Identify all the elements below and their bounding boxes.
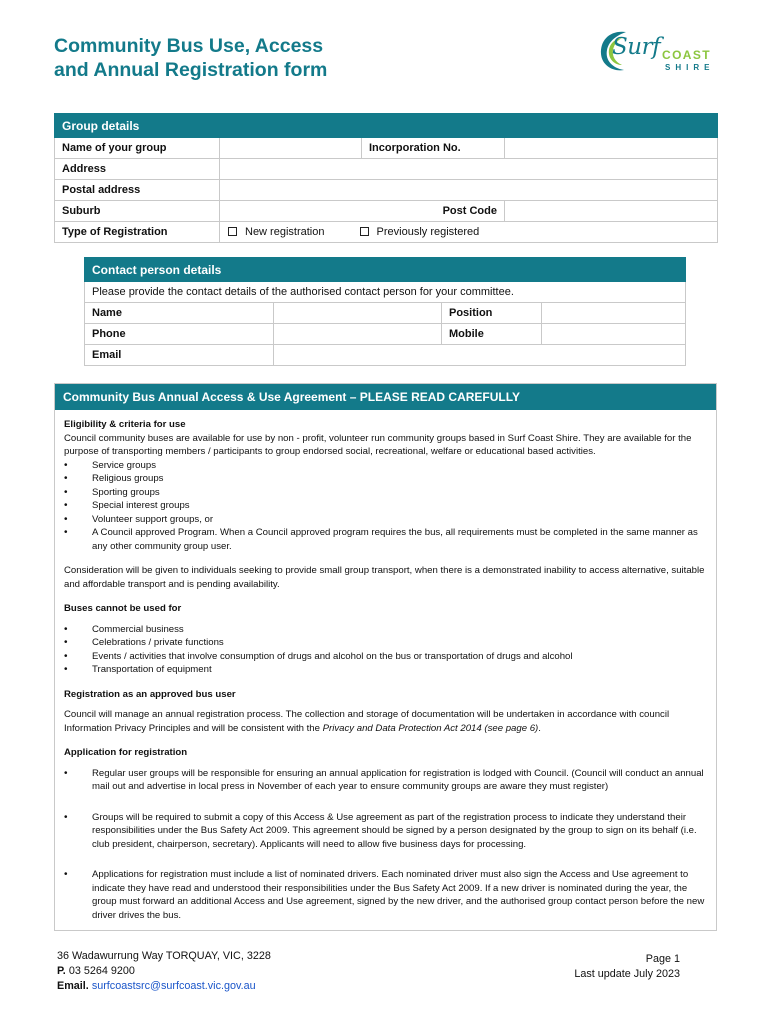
registration-text [64,708,706,735]
list-item: • Sporting groups [64,486,706,500]
phone-field[interactable] [274,324,442,345]
address-label: Address [55,159,220,180]
group-name-field[interactable] [220,138,362,159]
contact-name-field[interactable] [274,303,442,324]
application-heading: Application for registration [64,747,188,758]
contact-name-label: Name [85,303,274,324]
logo-word-coast: COAST [662,48,711,62]
position-field[interactable] [542,303,686,324]
list-item: • Religious groups [64,472,706,486]
suburb-label: Suburb [55,201,220,222]
last-update: Last update July 2023 [574,968,680,980]
mobile-label: Mobile [442,324,542,345]
list-item: • Service groups [64,459,706,473]
new-registration-option[interactable] [228,226,324,238]
registration-type-label: Type of Registration [55,222,220,243]
mobile-field[interactable] [542,324,686,345]
phone-label: Phone [85,324,274,345]
footer-phone-line [57,964,271,979]
privacy-act-reference: Privacy and Data Protection Act 2014 (see page 6) [322,722,539,734]
agreement-header: Community Bus Annual Access & Use Agreement – PLEASE READ CAREFULLY [55,384,716,410]
new-registration-label: New registration [245,226,325,238]
position-label: Position [442,303,542,324]
eligibility-heading: Eligibility & criteria for use [64,419,186,430]
consideration-text: Consideration will be given to individuals seeking to provide small group transport, when there is a demonstrated inability to access alternative, suitable and affordable transport and is pending availability. [64,565,705,590]
postcode-field[interactable] [505,201,718,222]
group-details-header: Group details [55,114,718,138]
postal-address-label: Postal address [55,180,220,201]
agreement-body [55,410,716,922]
page-number: Page 1 [645,953,680,965]
footer-phone: 03 5264 9200 [68,965,135,977]
cannot-list [64,623,706,677]
checkbox-icon[interactable] [228,227,237,236]
incorporation-field[interactable] [505,138,718,159]
suburb-field[interactable] [220,201,505,222]
list-item: • Regular user groups will be responsible for ensuring an annual application for registration is lodged with Council. (Council will conduct an annual mail out and advertise in local press in November of each year to ensure community groups are aware they must register) [64,767,706,794]
previously-registered-label: Previously registered [376,226,480,238]
list-item: • Special interest groups [64,499,706,513]
contact-intro: Please provide the contact details of the authorised contact person for your committee. [85,282,686,303]
page-title-line2: and Annual Registration form [54,59,328,81]
list-item: • Applications for registration must include a list of nominated drivers. Each nominated driver must also sign the Access and Use agreement to indicate they have read and understood their responsibilities under the Bus Safety Act 2009. If a new driver is nominated during the year, the group must forward an additional Access and Use agreement, signed by the new driver, and the authorised group contact person before the new driver drives the bus. [64,868,706,922]
page-title-line1: Community Bus Use, Access [54,35,324,57]
logo-word-surf: Surf [612,34,661,60]
registration-heading: Registration as an approved bus user [64,688,236,700]
list-item: • Celebrations / private functions [64,636,706,650]
footer-email-prefix: Email. [57,980,89,992]
list-item: • A Council approved Program. When a Council approved program requires the bus, all requirements must be completed in the same manner as any other community group user. [64,526,706,553]
list-item: • Transportation of equipment [64,663,706,677]
checkbox-icon[interactable] [360,227,369,236]
page-title [54,34,327,82]
registration-type-options [220,222,718,243]
email-field[interactable] [274,345,686,366]
logo-word-shire: SHIRE [665,63,715,72]
registration-text-end: . [538,722,541,734]
previously-registered-option[interactable] [360,226,480,238]
footer-page-info [540,952,680,982]
cannot-heading: Buses cannot be used for [64,603,182,614]
list-item: • Events / activities that involve consumption of drugs and alcohol on the bus or transportation of drugs and alcohol [64,650,706,664]
email-label: Email [85,345,274,366]
footer-address: 36 Wadawurrung Way TORQUAY, VIC, 3228 [57,950,271,962]
spacer [64,794,706,811]
footer-phone-prefix: P. [57,965,66,977]
application-list [64,767,706,923]
footer-email-line [57,979,271,994]
contact-details-header: Contact person details [85,258,686,282]
group-details-table [54,113,718,243]
address-field[interactable] [220,159,718,180]
incorporation-label: Incorporation No. [362,138,505,159]
group-name-label: Name of your group [55,138,220,159]
list-item: • Volunteer support groups, or [64,513,706,527]
agreement-section [54,383,717,931]
list-item: • Groups will be required to submit a copy of this Access & Use agreement as part of the registration process to indicate they understand their responsibilities under the Bus Safety Act 2009. This agreement should be signed by a person designated by the group to sign on its behalf (i.e. club president, chairperson, secretary). Applicants will need to allow five business days for processing. [64,811,706,852]
surf-coast-shire-logo [596,26,722,76]
spacer [64,851,706,868]
contact-details-table [84,257,686,366]
eligibility-list [64,459,706,554]
list-item: • Commercial business [64,623,706,637]
registration-text-main: Council will manage an annual registration process. The collection and storage of documentation will be undertaken in accordance with council Information Privacy Principles and will be consistent with the [64,709,670,734]
footer-contact [57,949,271,994]
postcode-label: Post Code [442,205,497,217]
footer-email-link[interactable]: surfcoastsrc@surfcoast.vic.gov.au [91,980,256,992]
postal-address-field[interactable] [220,180,718,201]
eligibility-text: Council community buses are available for use by non - profit, volunteer run community groups based in Surf Coast Shire. They are available for the purpose of transporting members / participants to group endorsed social, recreational, welfare or educational based activities. [64,432,692,457]
